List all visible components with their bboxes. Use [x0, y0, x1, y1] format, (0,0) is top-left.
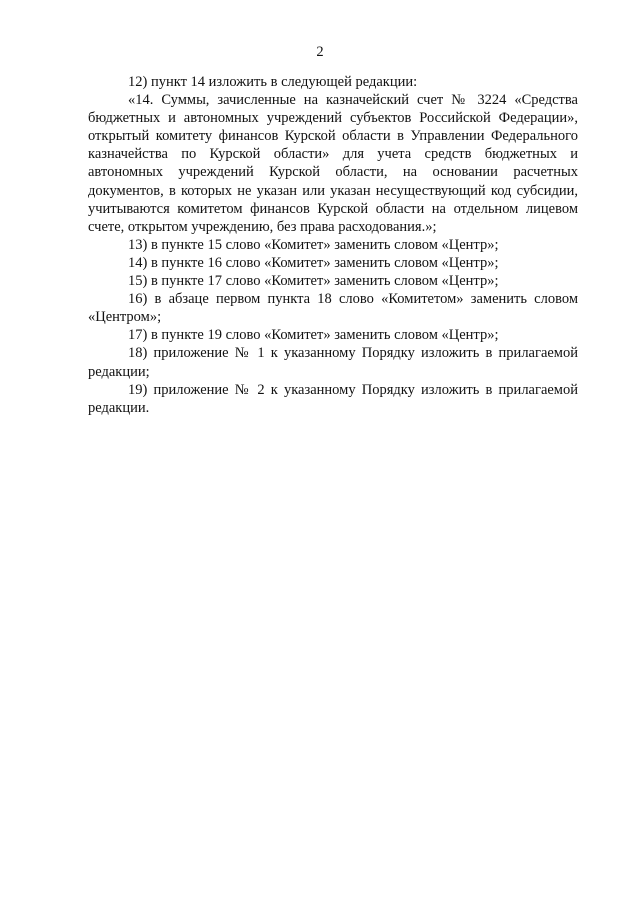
paragraph-item-12: 12) пункт 14 изложить в следующей редакции: [128, 74, 418, 90]
paragraph-item-13: 13) в пункте 15 слово «Комитет» заменить словом «Центр»; [128, 236, 499, 253]
paragraph-item-18: 18) приложение № 1 к указанному Порядку изложить в прилагаемой редакции; [88, 345, 578, 380]
page-number: 2 [316, 44, 324, 60]
paragraph-item-16: 16) в абзаце первом пункта 18 слово «Комитетом» заменить словом «Центром»; [88, 291, 578, 326]
document-body [88, 73, 578, 417]
paragraph-item-15: 15) в пункте 17 слово «Комитет» заменить словом «Центр»; [128, 273, 499, 290]
paragraph-item-19: 19) приложение № 2 к указанному Порядку изложить в прилагаемой редакции. [88, 381, 578, 416]
paragraph-quoted-item-14: «14. Суммы, зачисленные на казначейский счет № 3224 «Средства бюджетных и автономных учреждений субъектов Российской Федерации», открытый комитету финансов Курской области в Управлении Федерального казначейства по Курской области» для учета средств бюджетных и автономных учреждений Курской области, на основании расчетных документов, в которых не указан или указан несуществующий код субсидии, учитываются комитетом финансов Курской области на отдельном лицевом счете, открытом учреждению, без права расходования.»; [88, 92, 578, 235]
paragraph-item-14: 14) в пункте 16 слово «Комитет» заменить словом «Центр»; [128, 254, 499, 271]
paragraph-item-17: 17) в пункте 19 слово «Комитет» заменить словом «Центр»; [128, 327, 499, 344]
